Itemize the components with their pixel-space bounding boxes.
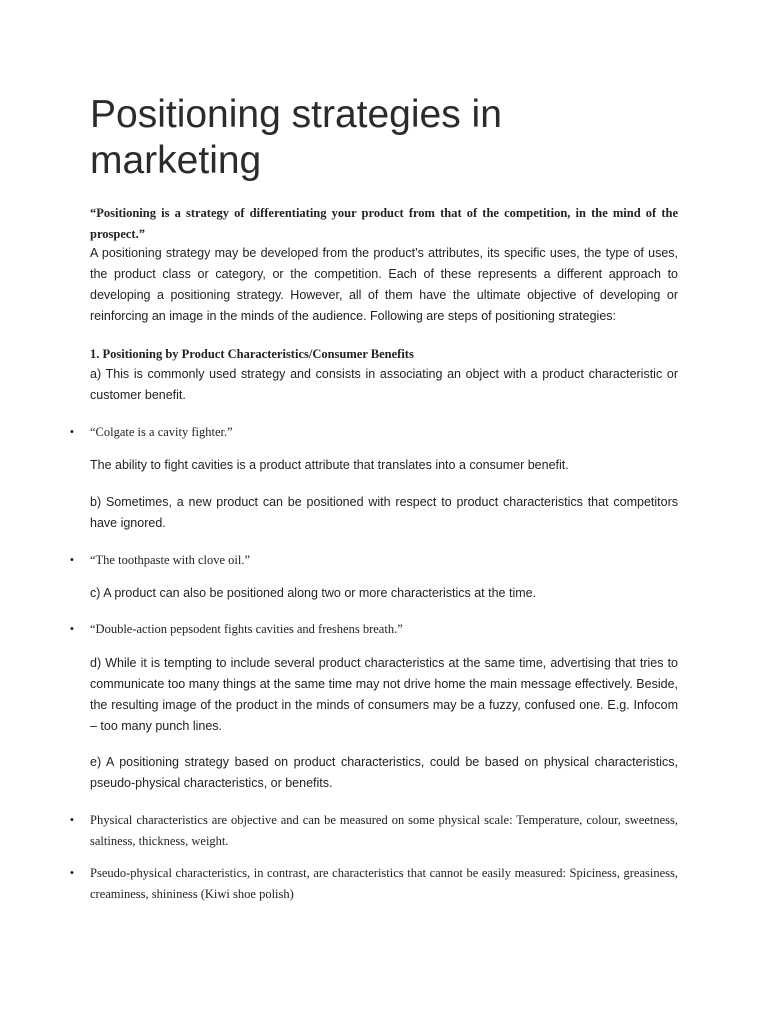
bullet-icon: • (69, 553, 75, 567)
page-title: Positioning strategies in marketing (90, 93, 502, 182)
bullet-item-clove-oil (66, 550, 678, 571)
bullet-text: “The toothpaste with clove oil.” (90, 553, 251, 567)
definition-quote: “Positioning is a strategy of differentiating your product from that of the competition, in the mind of the prospect.” (90, 206, 678, 241)
intro-paragraph: A positioning strategy may be developed from the product’s attributes, its specific uses, the type of uses, the product class or category, or the competition. Each of these represents a different approach to developing a positioning strategy. However, all of them have the ultimate objective of developing or reinforcing an image in the minds of the audience. Following are steps of positioning strategies: (90, 246, 678, 323)
paragraph-e: e) A positioning strategy based on product characteristics, could be based on physical characteristics, pseudo-physical characteristics, or benefits. (90, 755, 678, 790)
bullet-item-pseudo-physical (66, 863, 678, 905)
bullet-text: Physical characteristics are objective and can be measured on some physical scale: Temperature, colour, sweetness, saltiness, thickness, weight. (90, 813, 678, 848)
paragraph-c: c) A product can also be positioned along two or more characteristics at the time. (90, 586, 537, 600)
paragraph-a: a) This is commonly used strategy and consists in associating an object with a product characteristic or customer benefit. (90, 367, 678, 402)
bullet-icon: • (69, 866, 75, 880)
paragraph-cavity-benefit: The ability to fight cavities is a product attribute that translates into a consumer benefit. (90, 458, 569, 472)
paragraph-b: b) Sometimes, a new product can be positioned with respect to product characteristics that competitors have ignored. (90, 495, 678, 530)
bullet-icon: • (69, 813, 75, 827)
bullet-icon: • (69, 622, 75, 636)
bullet-item-pepsodent (66, 619, 678, 640)
bullet-item-colgate (66, 422, 678, 443)
section-heading: 1. Positioning by Product Characteristics/Consumer Benefits (90, 347, 414, 361)
bullet-text: “Colgate is a cavity fighter.” (90, 425, 233, 439)
bullet-text: “Double-action pepsodent fights cavities and freshens breath.” (90, 622, 403, 636)
paragraph-d: d) While it is tempting to include several product characteristics at the same time, advertising that tries to communicate too many things at the same time may not drive home the main message effectively. Beside, the resulting image of the product in the minds of consumers may be a fuzzy, confused one. E.g. Infocom – too many punch lines. (90, 656, 678, 733)
bullet-text: Pseudo-physical characteristics, in contrast, are characteristics that cannot be easily measured: Spiciness, greasiness, creaminess, shininess (Kiwi shoe polish) (90, 866, 678, 901)
bullet-item-physical (66, 810, 678, 852)
bullet-icon: • (69, 425, 75, 439)
